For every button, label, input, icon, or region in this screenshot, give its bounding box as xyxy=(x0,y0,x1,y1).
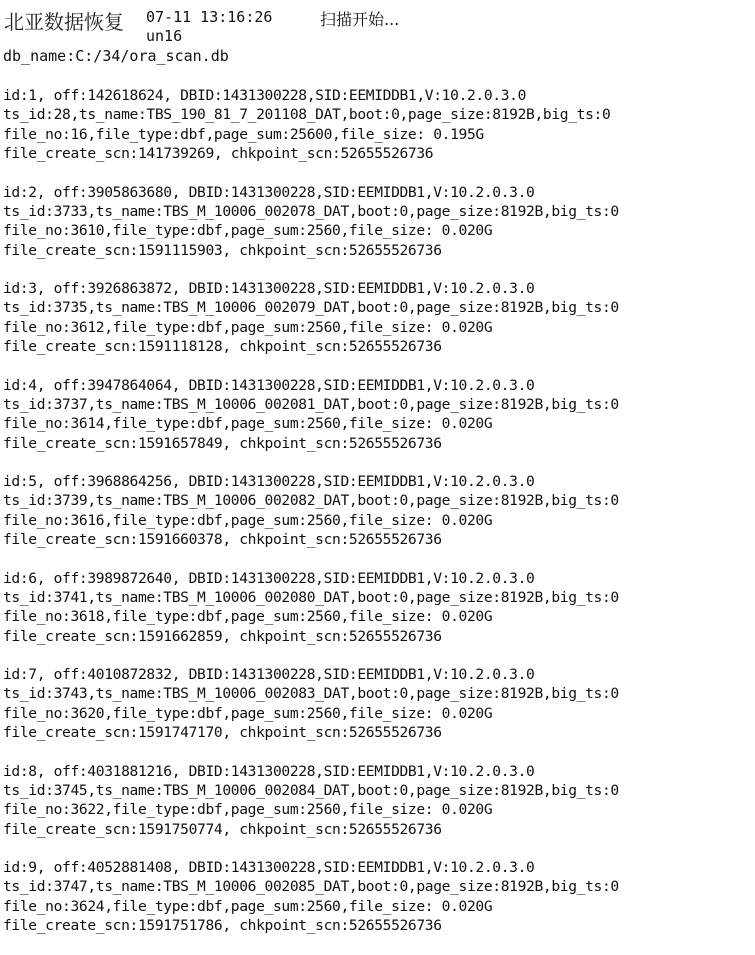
record-tablespace-line: ts_id:3741,ts_name:TBS_M_10006_002080_DAT,boot:0,page_size:8192B,big_ts:0 xyxy=(3,588,619,606)
scan-record xyxy=(3,472,753,569)
record-id-line: id:6, off:3989872640, DBID:1431300228,SID:EEMIDDB1,V:10.2.0.3.0 xyxy=(3,569,535,587)
record-scn-line: file_create_scn:1591751786, chkpoint_scn:52655526736 xyxy=(3,917,442,935)
scan-record xyxy=(3,858,753,955)
record-file-line: file_no:16,file_type:dbf,page_sum:25600,file_size: 0.195G xyxy=(3,125,484,143)
scan-record xyxy=(3,183,753,280)
watermark-text: 北亚数据恢复 xyxy=(4,10,124,34)
scan-record xyxy=(3,665,753,762)
record-tablespace-line: ts_id:3747,ts_name:TBS_M_10006_002085_DAT,boot:0,page_size:8192B,big_ts:0 xyxy=(3,878,619,896)
record-id-line: id:4, off:3947864064, DBID:1431300228,SID:EEMIDDB1,V:10.2.0.3.0 xyxy=(3,376,535,394)
record-file-line: file_no:3610,file_type:dbf,page_sum:2560,file_size: 0.020G xyxy=(3,222,493,240)
scan-record xyxy=(3,569,753,666)
record-file-line: file_no:3614,file_type:dbf,page_sum:2560,file_size: 0.020G xyxy=(3,415,493,433)
scan-record xyxy=(3,762,753,859)
record-file-line: file_no:3622,file_type:dbf,page_sum:2560,file_size: 0.020G xyxy=(3,801,493,819)
record-file-line: file_no:3620,file_type:dbf,page_sum:2560,file_size: 0.020G xyxy=(3,704,493,722)
log-header xyxy=(0,0,755,66)
scan-record xyxy=(3,279,753,376)
record-tablespace-line: ts_id:3733,ts_name:TBS_M_10006_002078_DAT,boot:0,page_size:8192B,big_ts:0 xyxy=(3,202,619,220)
record-scn-line: file_create_scn:1591657849, chkpoint_scn:52655526736 xyxy=(3,434,442,452)
record-id-line: id:7, off:4010872832, DBID:1431300228,SID:EEMIDDB1,V:10.2.0.3.0 xyxy=(3,666,535,683)
record-id-line: id:1, off:142618624, DBID:1431300228,SID:EEMIDDB1,V:10.2.0.3.0 xyxy=(3,87,527,104)
db-name-line: db_name:C:/34/ora_scan.db xyxy=(3,47,229,65)
record-tablespace-line: ts_id:3735,ts_name:TBS_M_10006_002079_DAT,boot:0,page_size:8192B,big_ts:0 xyxy=(3,299,619,317)
scan-timestamp: 07-11 13:16:26 xyxy=(146,8,273,26)
scan-status: 扫描开始... xyxy=(320,10,400,29)
record-scn-line: file_create_scn:1591662859, chkpoint_scn:52655526736 xyxy=(3,627,442,645)
scan-record-list xyxy=(3,86,753,955)
record-tablespace-line: ts_id:28,ts_name:TBS_190_81_7_201108_DAT,boot:0,page_size:8192B,big_ts:0 xyxy=(3,106,611,124)
record-scn-line: file_create_scn:1591660378, chkpoint_scn:52655526736 xyxy=(3,531,442,549)
record-scn-line: file_create_scn:1591118128, chkpoint_scn:52655526736 xyxy=(3,338,442,356)
record-scn-line: file_create_scn:1591750774, chkpoint_scn:52655526736 xyxy=(3,820,442,838)
scan-record xyxy=(3,86,753,183)
record-file-line: file_no:3616,file_type:dbf,page_sum:2560,file_size: 0.020G xyxy=(3,511,493,529)
record-tablespace-line: ts_id:3743,ts_name:TBS_M_10006_002083_DAT,boot:0,page_size:8192B,big_ts:0 xyxy=(3,685,619,703)
record-id-line: id:5, off:3968864256, DBID:1431300228,SID:EEMIDDB1,V:10.2.0.3.0 xyxy=(3,473,535,490)
record-file-line: file_no:3624,file_type:dbf,page_sum:2560,file_size: 0.020G xyxy=(3,897,493,915)
record-tablespace-line: ts_id:3737,ts_name:TBS_M_10006_002081_DAT,boot:0,page_size:8192B,big_ts:0 xyxy=(3,395,619,413)
host-fragment: un16 xyxy=(146,27,183,45)
scan-record xyxy=(3,376,753,473)
record-tablespace-line: ts_id:3739,ts_name:TBS_M_10006_002082_DAT,boot:0,page_size:8192B,big_ts:0 xyxy=(3,492,619,510)
record-tablespace-line: ts_id:3745,ts_name:TBS_M_10006_002084_DAT,boot:0,page_size:8192B,big_ts:0 xyxy=(3,781,619,799)
record-id-line: id:2, off:3905863680, DBID:1431300228,SID:EEMIDDB1,V:10.2.0.3.0 xyxy=(3,183,535,201)
record-scn-line: file_create_scn:1591747170, chkpoint_scn:52655526736 xyxy=(3,724,442,742)
record-file-line: file_no:3618,file_type:dbf,page_sum:2560,file_size: 0.020G xyxy=(3,608,493,626)
record-id-line: id:3, off:3926863872, DBID:1431300228,SID:EEMIDDB1,V:10.2.0.3.0 xyxy=(3,280,535,297)
record-id-line: id:9, off:4052881408, DBID:1431300228,SID:EEMIDDB1,V:10.2.0.3.0 xyxy=(3,859,535,876)
record-scn-line: file_create_scn:141739269, chkpoint_scn:52655526736 xyxy=(3,145,434,163)
record-id-line: id:8, off:4031881216, DBID:1431300228,SID:EEMIDDB1,V:10.2.0.3.0 xyxy=(3,762,535,780)
record-file-line: file_no:3612,file_type:dbf,page_sum:2560,file_size: 0.020G xyxy=(3,318,493,336)
record-scn-line: file_create_scn:1591115903, chkpoint_scn:52655526736 xyxy=(3,241,442,259)
